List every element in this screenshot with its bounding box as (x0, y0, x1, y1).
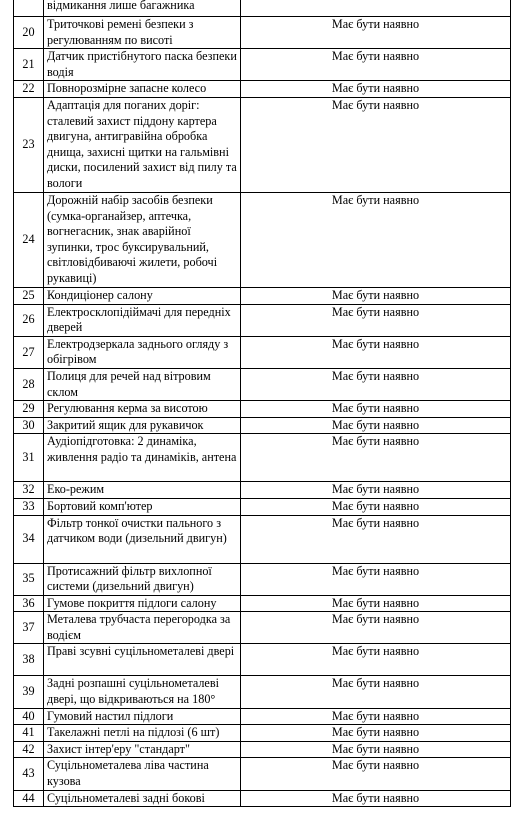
row-item-name: Аудіопідготовка: 2 динаміка, живлення радіо та динаміків, антена (44, 434, 241, 482)
row-item-name: Праві зсувні суцільнометалеві двері (44, 644, 241, 676)
row-number: 27 (14, 336, 44, 368)
row-value: Має бути наявно (241, 49, 511, 81)
row-item-name: Задні розпашні суцільнометалеві двері, що відкриваються на 180° (44, 676, 241, 708)
table-row (14, 434, 511, 482)
table-row (14, 708, 511, 725)
row-item-name: Адаптація для поганих доріг: сталевий захист піддону картера двигуна, антигравійна обробка днища, захисні щитки на гальмівні диски, посилений захист від пилу та вологи (44, 97, 241, 192)
table-row (14, 49, 511, 81)
row-item-name: Триточкові ремені безпеки з регулюванням по висоті (44, 17, 241, 49)
table-row (14, 612, 511, 644)
row-number: 32 (14, 482, 44, 499)
row-number: 44 (14, 790, 44, 807)
table-row (14, 287, 511, 304)
row-value: Має бути наявно (241, 304, 511, 336)
row-number: 21 (14, 49, 44, 81)
row-number: 33 (14, 498, 44, 515)
table-row (14, 563, 511, 595)
row-value: Має бути наявно (241, 336, 511, 368)
table-row (14, 336, 511, 368)
row-value: Має бути наявно (241, 498, 511, 515)
row-number: 36 (14, 595, 44, 612)
table-row (14, 401, 511, 418)
row-item-name: Регулювання керма за висотою (44, 401, 241, 418)
row-value: Має бути наявно (241, 192, 511, 287)
row-value: Має бути наявно (241, 612, 511, 644)
row-value: Має бути наявно (241, 417, 511, 434)
table-row (14, 81, 511, 98)
row-number: 41 (14, 725, 44, 742)
row-value: Має бути наявно (241, 401, 511, 418)
row-item-name: Датчик пристібнутого паска безпеки водія (44, 49, 241, 81)
table-row (14, 758, 511, 790)
row-item-name: Суцільнометалева ліва частина кузова (44, 758, 241, 790)
row-value: Має бути наявно (241, 595, 511, 612)
table-row (14, 482, 511, 499)
table-row (14, 368, 511, 400)
row-item-name: Електросклопідіймачі для передніх дверей (44, 304, 241, 336)
row-item-name: Полиця для речей над вітровим склом (44, 368, 241, 400)
row-item-name: Фільтр тонкої очистки пального з датчиком води (дизельний двигун) (44, 515, 241, 563)
row-number: 42 (14, 741, 44, 758)
row-item-name: відмикання лише багажника (44, 0, 241, 17)
row-number: 29 (14, 401, 44, 418)
row-item-name: Такелажні петлі на підлозі (6 шт) (44, 725, 241, 742)
table-body (14, 0, 511, 807)
row-item-name: Суцільнометалеві задні бокові (44, 790, 241, 807)
row-value: Має бути наявно (241, 563, 511, 595)
table-row (14, 790, 511, 807)
row-number (14, 0, 44, 17)
table-row-continuation (14, 0, 511, 17)
table-row (14, 676, 511, 708)
row-number: 24 (14, 192, 44, 287)
row-number: 31 (14, 434, 44, 482)
row-value: Має бути наявно (241, 741, 511, 758)
row-value: Має бути наявно (241, 708, 511, 725)
table-row (14, 192, 511, 287)
row-item-name: Дорожній набір засобів безпеки (сумка-органайзер, аптечка, вогнегасник, знак аварійної зупинки, трос буксирувальний, світловідбиваючі жилети, робочі рукавиці) (44, 192, 241, 287)
row-number: 23 (14, 97, 44, 192)
row-item-name: Електродзеркала заднього огляду з обігрівом (44, 336, 241, 368)
row-number: 35 (14, 563, 44, 595)
table-row (14, 17, 511, 49)
table-row (14, 417, 511, 434)
table-row (14, 595, 511, 612)
row-number: 25 (14, 287, 44, 304)
table-row (14, 725, 511, 742)
row-number: 30 (14, 417, 44, 434)
row-value: Має бути наявно (241, 97, 511, 192)
row-value: Має бути наявно (241, 81, 511, 98)
row-number: 37 (14, 612, 44, 644)
row-item-name: Повнорозмірне запасне колесо (44, 81, 241, 98)
row-value: Має бути наявно (241, 725, 511, 742)
table-row (14, 741, 511, 758)
row-item-name: Закритий ящик для рукавичок (44, 417, 241, 434)
table-row (14, 498, 511, 515)
row-number: 43 (14, 758, 44, 790)
row-number: 20 (14, 17, 44, 49)
row-item-name: Еко-режим (44, 482, 241, 499)
table-row (14, 304, 511, 336)
row-value: Має бути наявно (241, 368, 511, 400)
equipment-table (13, 0, 511, 807)
row-number: 39 (14, 676, 44, 708)
row-item-name: Бортовий комп'ютер (44, 498, 241, 515)
row-item-name: Кондиціонер салону (44, 287, 241, 304)
row-value: Має бути наявно (241, 17, 511, 49)
row-item-name: Металева трубчаста перегородка за водієм (44, 612, 241, 644)
table-row (14, 97, 511, 192)
row-number: 40 (14, 708, 44, 725)
row-value: Має бути наявно (241, 644, 511, 676)
row-item-name: Захист інтер'еру "стандарт" (44, 741, 241, 758)
row-value: Має бути наявно (241, 790, 511, 807)
row-number: 28 (14, 368, 44, 400)
row-item-name: Протисажний фільтр вихлопної системи (дизельний двигун) (44, 563, 241, 595)
table-row (14, 515, 511, 563)
row-value: Має бути наявно (241, 758, 511, 790)
row-number: 38 (14, 644, 44, 676)
row-number: 22 (14, 81, 44, 98)
row-value: Має бути наявно (241, 482, 511, 499)
row-value (241, 0, 511, 17)
row-number: 26 (14, 304, 44, 336)
row-number: 34 (14, 515, 44, 563)
row-value: Має бути наявно (241, 287, 511, 304)
row-value: Має бути наявно (241, 676, 511, 708)
document-page (13, 0, 510, 807)
row-item-name: Гумове покриття підлоги салону (44, 595, 241, 612)
table-row (14, 644, 511, 676)
row-value: Має бути наявно (241, 434, 511, 482)
row-item-name: Гумовий настил підлоги (44, 708, 241, 725)
row-value: Має бути наявно (241, 515, 511, 563)
